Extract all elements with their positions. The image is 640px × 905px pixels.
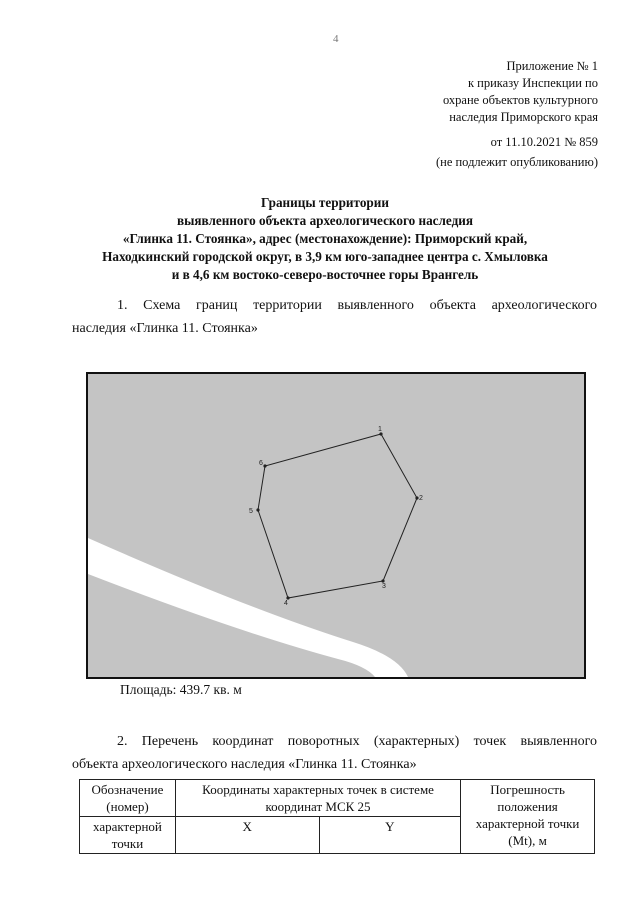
title-line: Находкинский городской округ, в 3,9 км юго-западнее центра с. Хмыловка bbox=[102, 249, 548, 264]
appendix-line: Приложение № 1 bbox=[506, 59, 598, 73]
page-number: 4 bbox=[333, 33, 339, 45]
publication-note: (не подлежит опубликованию) bbox=[435, 155, 598, 169]
title-line: выявленного объекта археологического наследия bbox=[176, 213, 474, 228]
scheme-svg bbox=[88, 374, 584, 677]
header-y: Y bbox=[319, 817, 461, 854]
point-label: 3 bbox=[382, 583, 386, 590]
appendix-header bbox=[338, 58, 598, 126]
header-x: X bbox=[175, 817, 319, 854]
section-1-line: наследия «Глинка 11. Стоянка» bbox=[72, 321, 258, 336]
coordinates-table bbox=[79, 779, 595, 854]
section-2-paragraph bbox=[72, 730, 597, 776]
section-1-line: 1. Схема границ территории выявленного объекта археологического bbox=[117, 298, 597, 313]
map-background bbox=[88, 374, 584, 677]
title-line: и в 4,6 км востоко-северо-восточнее горы Врангель bbox=[171, 267, 479, 282]
title-line: «Глинка 11. Стоянка», адрес (местонахождение): Приморский край, bbox=[122, 231, 528, 246]
title-line: Границы территории bbox=[261, 195, 389, 210]
section-2-line: 2. Перечень координат поворотных (характерных) точек выявленного bbox=[117, 734, 597, 749]
header-point-designation: Обозначение (номер) bbox=[80, 780, 176, 817]
header-coordinates: Координаты характерных точек в системе координат МСК 25 bbox=[175, 780, 460, 817]
appendix-line: охране объектов культурного bbox=[442, 93, 598, 107]
appendix-line: наследия Приморского края bbox=[449, 110, 598, 124]
point-label: 1 bbox=[378, 426, 382, 433]
section-1-paragraph bbox=[72, 294, 597, 340]
order-date: от 11.10.2021 № 859 bbox=[490, 135, 598, 149]
area-label: Площадь: 439.7 кв. м bbox=[120, 682, 242, 697]
header-point-designation-cont: характерной точки bbox=[80, 817, 176, 854]
boundary-scheme-map bbox=[86, 372, 586, 679]
point-label: 2 bbox=[419, 495, 423, 502]
boundary-point-marker bbox=[256, 508, 259, 511]
document-title bbox=[40, 194, 610, 284]
header-accuracy: Погрешность положения характерной точки (Mt), м bbox=[461, 780, 595, 854]
point-label: 4 bbox=[284, 600, 288, 607]
boundary-point-marker bbox=[263, 464, 266, 467]
appendix-line: к приказу Инспекции по bbox=[467, 76, 598, 90]
point-label: 6 bbox=[259, 460, 263, 467]
section-2-line: объекта археологического наследия «Глинка 11. Стоянка» bbox=[72, 757, 417, 772]
point-label: 5 bbox=[249, 508, 253, 515]
